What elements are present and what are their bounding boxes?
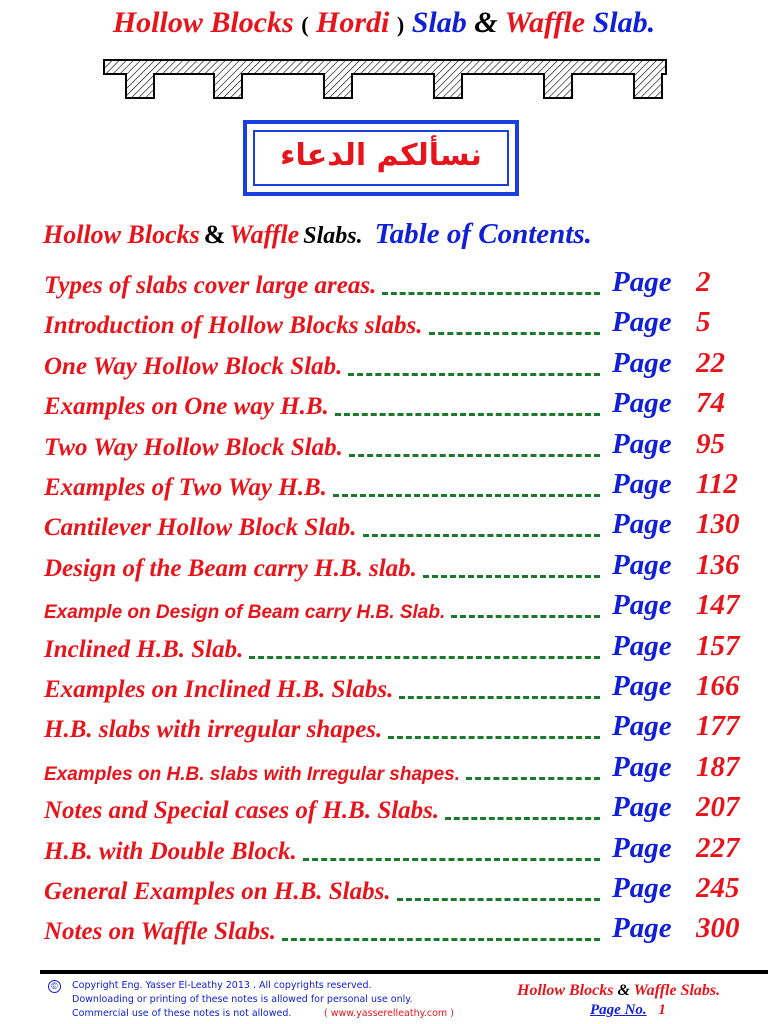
toc-leader-dashes [382, 292, 600, 295]
toc-page-label: Page [612, 306, 672, 339]
title-hollow-blocks: Hollow Blocks [112, 6, 294, 39]
subhead-waffle: Waffle [229, 220, 300, 249]
footer-book-title [517, 982, 720, 1000]
toc-entry-title: Examples of Two Way H.B. [44, 474, 327, 501]
toc-page-label: Page [612, 468, 672, 500]
toc-page-label: Page [612, 346, 672, 379]
toc-entry-title: Examples on H.B. slabs with Irregular shapes. [44, 763, 461, 785]
title-paren-close: ) [396, 12, 405, 37]
dua-text: نسألكم الدعاء [280, 138, 482, 173]
toc-page-label: Page [612, 791, 672, 824]
toc-entry[interactable] [44, 629, 754, 674]
toc-leader-dashes [388, 736, 600, 739]
toc-page-number: 147 [696, 589, 740, 622]
toc-page-number: 187 [696, 750, 740, 783]
toc-entry-title: Examples on Inclined H.B. Slabs. [44, 676, 394, 703]
toc-leader-dashes [451, 615, 600, 618]
toc-entry-title: Introduction of Hollow Blocks slabs. [44, 312, 423, 340]
toc-page-label: Page [612, 387, 672, 420]
page-title [0, 6, 768, 40]
toc-entry[interactable] [44, 912, 754, 956]
subhead-slabs: Slabs. [303, 223, 363, 249]
toc-page-number: 207 [696, 791, 740, 824]
toc-page-number: 157 [696, 629, 740, 662]
toc-page-label: Page [612, 710, 672, 743]
toc-entry[interactable] [44, 548, 754, 593]
toc-entry[interactable] [44, 266, 754, 310]
page-no-label: Page No. [590, 1002, 647, 1018]
toc-page-label: Page [612, 266, 672, 298]
toc-leader-dashes [303, 858, 600, 861]
toc-entry-title: Types of slabs cover large areas. [44, 272, 377, 299]
toc-entry[interactable] [44, 750, 754, 795]
subhead-amp: & [203, 220, 226, 249]
toc-leader-dashes [249, 656, 600, 659]
toc-page-number: 112 [696, 468, 738, 500]
footer-download-line: Downloading or printing of these notes is allowed for personal use only. [72, 994, 413, 1005]
toc-page-label: Page [612, 427, 672, 460]
toc-leader-dashes [399, 696, 600, 699]
toc-entry[interactable] [44, 831, 754, 876]
toc-entry[interactable] [44, 508, 754, 552]
toc-page-number: 177 [696, 710, 740, 743]
footer-book-amp: & [617, 982, 630, 999]
toc-leader-dashes [348, 373, 600, 376]
toc-entry-title: Two Way Hollow Block Slab. [44, 433, 343, 461]
footer-rule [40, 970, 768, 974]
footer-commercial-line: Commercial use of these notes is not allowed. [72, 1008, 292, 1019]
toc-entry-title: One Way Hollow Block Slab. [44, 352, 343, 380]
toc-leader-dashes [429, 332, 600, 335]
toc-entry-title: H.B. slabs with irregular shapes. [44, 716, 383, 744]
footer-book-waffle: Waffle [633, 982, 677, 999]
toc-page-number: 227 [696, 831, 740, 864]
toc-heading [43, 218, 592, 251]
toc-leader-dashes [349, 454, 600, 457]
toc-page-label: Page [612, 548, 672, 581]
toc-page-number: 136 [696, 548, 740, 581]
toc-entry-title: Example on Design of Beam carry H.B. Slab. [44, 602, 446, 624]
footer-book-slabs: Slabs. [680, 982, 721, 999]
copyright-icon: © [48, 980, 61, 993]
toc-leader-dashes [445, 817, 600, 820]
toc-entry-title: Examples on One way H.B. [44, 393, 329, 421]
page-no-value: 1 [658, 1002, 666, 1018]
toc-leader-dashes [397, 898, 600, 901]
toc-entry[interactable] [44, 589, 754, 633]
toc-page-number: 22 [696, 346, 725, 379]
toc-page-label: Page [612, 629, 672, 662]
footer-website-link[interactable]: ( www.yasserelleathy.com ) [324, 1008, 454, 1019]
toc-entry[interactable] [44, 670, 754, 714]
toc-entry[interactable] [44, 791, 754, 835]
toc-entry-title: Notes on Waffle Slabs. [44, 918, 276, 946]
toc-entry[interactable] [44, 346, 754, 391]
toc-page-label: Page [612, 750, 672, 783]
toc-page-number: 74 [696, 387, 725, 420]
toc-page-label: Page [612, 831, 672, 864]
toc-leader-dashes [466, 777, 600, 780]
toc-entry[interactable] [44, 468, 754, 512]
toc-page-number: 300 [696, 912, 740, 945]
toc-entry-title: Notes and Special cases of H.B. Slabs. [44, 797, 440, 825]
title-slab: Slab [411, 6, 467, 39]
title-amp: & [474, 6, 498, 39]
toc-page-number: 95 [696, 427, 725, 460]
footer-book-hollow-blocks: Hollow Blocks [517, 982, 614, 999]
toc-leader-dashes [423, 575, 600, 578]
toc-page-label: Page [612, 589, 672, 622]
toc-page-label: Page [612, 670, 672, 702]
toc-entry[interactable] [44, 872, 754, 916]
toc-page-number: 166 [696, 670, 740, 702]
toc-page-number: 245 [696, 872, 740, 904]
toc-leader-dashes [282, 938, 600, 941]
toc-entry[interactable] [44, 710, 754, 754]
toc-page-number: 2 [696, 266, 711, 298]
toc-page-number: 5 [696, 306, 711, 339]
toc-leader-dashes [363, 534, 600, 537]
footer-copyright-line: Copyright Eng. Yasser El-Leathy 2013 . All copyrights reserved. [72, 980, 372, 991]
title-hordi: Hordi [316, 6, 390, 39]
toc-entry[interactable] [44, 387, 754, 431]
toc-entry[interactable] [44, 427, 754, 472]
toc-entry[interactable] [44, 306, 754, 350]
title-waffle: Waffle [504, 6, 586, 39]
toc-entry-title: General Examples on H.B. Slabs. [44, 878, 391, 905]
slab-section-drawing [100, 58, 670, 104]
toc-entry-title: Design of the Beam carry H.B. slab. [44, 554, 417, 582]
footer-page-number [590, 1002, 666, 1019]
toc-leader-dashes [333, 494, 600, 497]
toc-page-label: Page [612, 872, 672, 904]
subhead-table-of-contents: Table of Contents. [374, 218, 592, 250]
title-slab-2: Slab. [592, 6, 656, 39]
toc-page-label: Page [612, 508, 672, 541]
toc-entry-title: H.B. with Double Block. [44, 837, 297, 865]
toc-leader-dashes [335, 413, 600, 416]
toc-page-label: Page [612, 912, 672, 945]
title-paren-open: ( [301, 12, 309, 37]
toc-entry-title: Cantilever Hollow Block Slab. [44, 514, 357, 542]
toc-page-number: 130 [696, 508, 740, 541]
subhead-hollow-blocks: Hollow Blocks [43, 220, 200, 249]
toc-entry-title: Inclined H.B. Slab. [44, 635, 244, 663]
slab-hatched-section [104, 60, 666, 98]
dua-box [243, 120, 519, 196]
